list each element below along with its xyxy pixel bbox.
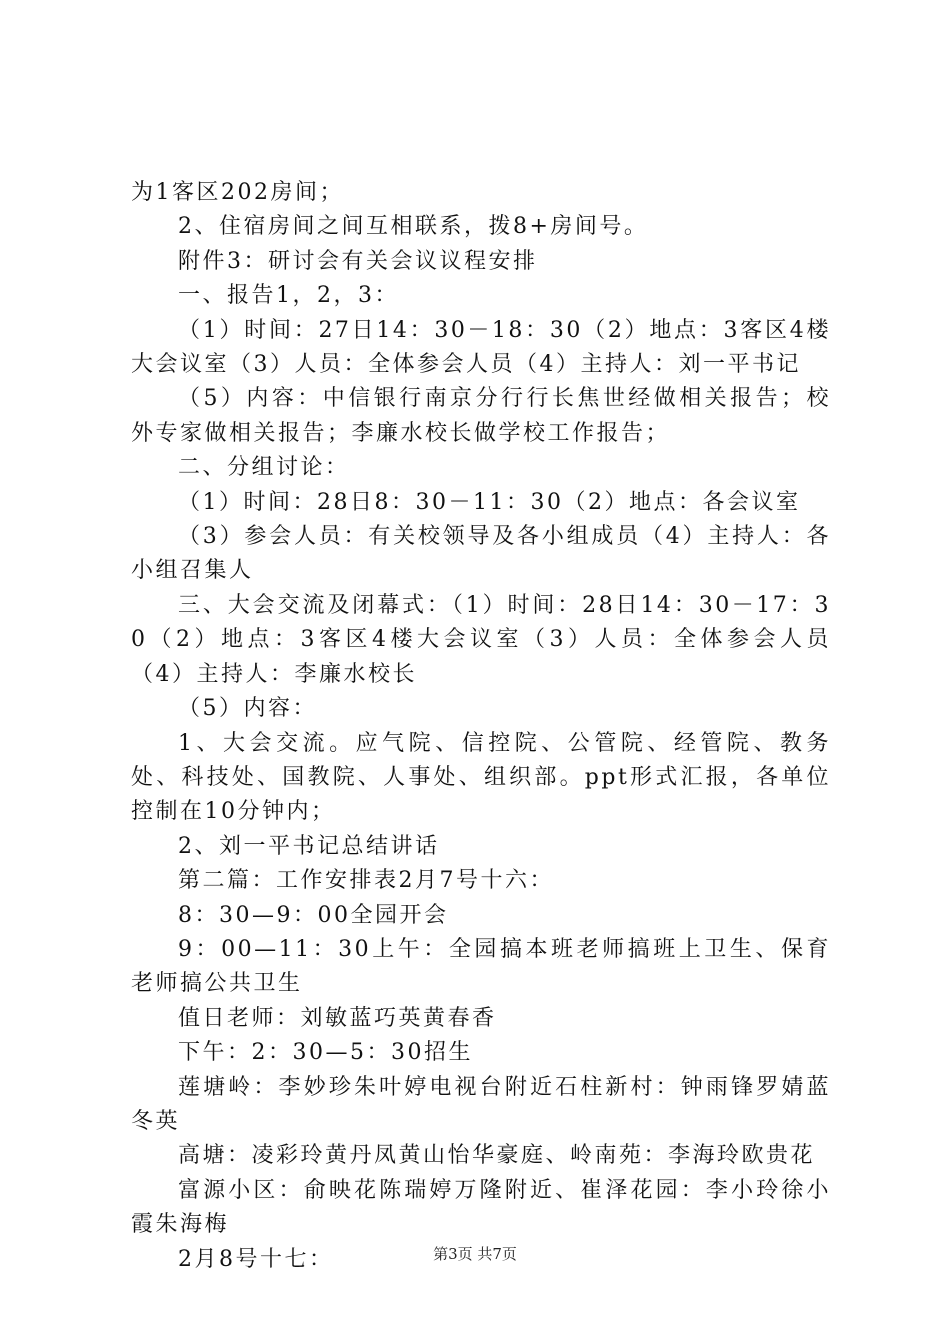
paragraph: 附件3：研讨会有关会议议程安排 (178, 248, 538, 274)
paragraph: 二、分组讨论： (178, 455, 350, 481)
paragraph: 2月8号十七： (178, 1246, 334, 1272)
paragraph: （1）时间：28日8：30－11：30（2）地点：各会议室 (178, 489, 801, 515)
document-body (131, 176, 831, 1277)
paragraph: 三、大会交流及闭幕式：（1）时间：28日14：30－17：30（2）地点：3客区4楼大会议室（3）人员：全体参会人员（4）主持人：李廉水校长 (131, 592, 831, 687)
paragraph: （5）内容： (178, 696, 317, 722)
paragraph: 高塘：凌彩玲黄丹凤黄山怡华豪庭、岭南苑：李海玲欧贵花 (178, 1143, 816, 1169)
paragraph: （3）参会人员：有关校领导及各小组成员（4）主持人：各小组召集人 (131, 524, 831, 584)
paragraph: 2、刘一平书记总结讲话 (178, 833, 440, 859)
page-number-footer: 第3页 共7页 (433, 1245, 517, 1263)
paragraph: 9：00—11：30上午：全园搞本班老师搞班上卫生、保育老师搞公共卫生 (131, 936, 831, 997)
paragraph: （5）内容：中信银行南京分行行长焦世经做相关报告；校外专家做相关报告；李廉水校长做学校工作报告； (131, 386, 831, 446)
paragraph: 下午：2：30—5：30招生 (178, 1040, 473, 1066)
paragraph: 一、报告1，2，3： (178, 283, 399, 309)
paragraph: 2、住宿房间之间互相联系，拨8+房间号。 (178, 214, 649, 240)
paragraph: 值日老师：刘敏蓝巧英黄春香 (178, 1005, 497, 1031)
paragraph: 8：30—9：00全园开会 (178, 902, 449, 928)
paragraph: 第二篇：工作安排表2月7号十六： (178, 868, 554, 894)
paragraph: 1、大会交流。应气院、信控院、公管院、经管院、教务处、科技处、国教院、人事处、组织部。ppt形式汇报，各单位控制在10分钟内； (131, 730, 831, 825)
paragraph: 富源小区：俞映花陈瑞婷万隆附近、崔泽花园：李小玲徐小霞朱海梅 (131, 1177, 831, 1238)
paragraph: （1）时间：27日14：30－18：30（2）地点：3客区4楼大会议室（3）人员：全体参会人员（4）主持人：刘一平书记 (131, 317, 831, 378)
paragraph: 莲塘岭：李妙珍朱叶婷电视台附近石柱新村：钟雨锋罗婧蓝冬英 (131, 1074, 831, 1134)
paragraph: 为1客区202房间； (131, 180, 344, 205)
